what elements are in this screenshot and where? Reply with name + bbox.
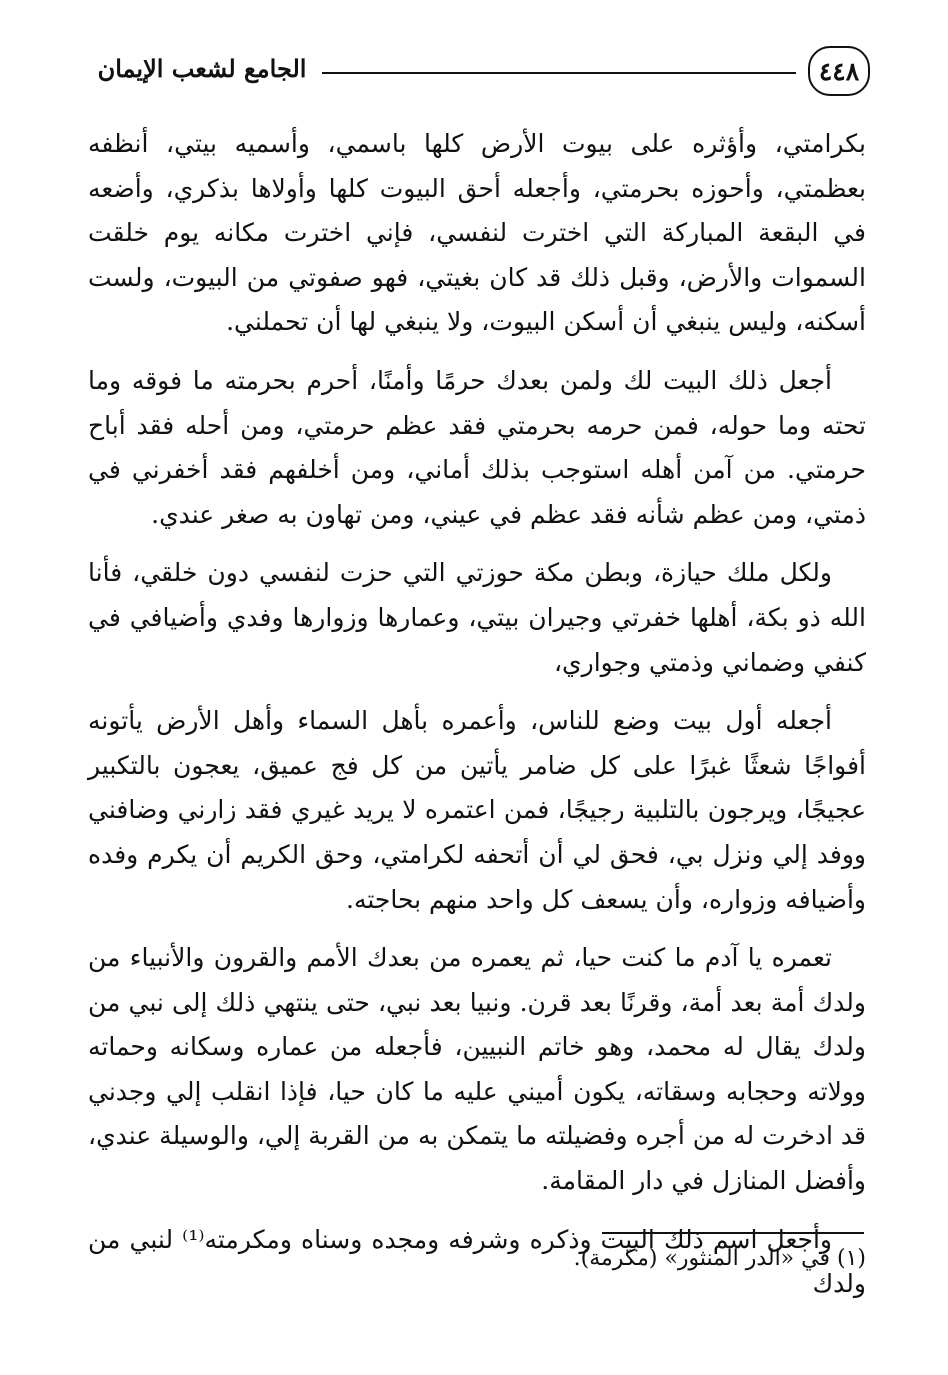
paragraph: تعمره يا آدم ما كنت حيا، ثم يعمره من بعدك الأمم والقرون والأنبياء من ولدك أمة بعد أمة، وقرنًا بعد قرن. ونبيا بعد نبي، حتى ينتهي ذلك إلى نبي من ولدك يقال له محمد، وهو خاتم النبيين، فأجعله من عماره وسكانه وحماته وولاته وحجابه وسقاته، يكون أميني عليه ما كان حيا، فإذا انقلب إلي وجدني قد ادخرت له من أجره وفضيلته ما يتمكن به من القربة إلي، والوسيلة عندي، وأفضل المنازل في دار المقامة. bbox=[88, 943, 866, 1196]
footnote-rule bbox=[602, 1232, 864, 1234]
page-number: ٤٤٨ bbox=[808, 46, 870, 96]
paragraph: ولكل ملك حيازة، وبطن مكة حوزتي التي حزت لنفسي دون خلقي، فأنا الله ذو بكة، أهلها خفرتي وجيران بيتي، وعمارها وزوارها وفدي وأضيافي في كنفي وضماني وذمتي وجواري، bbox=[88, 558, 866, 677]
header-rule bbox=[322, 72, 796, 74]
page-header bbox=[92, 40, 870, 104]
paragraph: أجعل ذلك البيت لك ولمن بعدك حرمًا وأمنًا، أحرم بحرمته ما فوقه وما تحته وما حوله، فمن حرمه بحرمتي فقد عظم حرمتي، ومن أحله فقد أباح حرمتي. من آمن أهله استوجب بذلك أماني، ومن أخلفهم فقد أخفرني في ذمتي، ومن عظم شأنه فقد عظم في عيني، ومن تهاون به صغر عندي. bbox=[88, 365, 866, 529]
main-text bbox=[88, 122, 866, 1321]
footnote: (١) في «الدر المنثور» (مكرمة). bbox=[573, 1246, 866, 1271]
paragraph: أجعله أول بيت وضع للناس، وأعمره بأهل السماء وأهل الأرض يأتونه أفواجًا شعثًا غبرًا على كل ضامر يأتين من كل فج عميق، يعجون بالتكبير عجيجًا، ويرجون بالتلبية رجيجًا، فمن اعتمره لا يريد غيري فقد زارني وضافني ووفد إلي ونزل بي، فحق لي أن أتحفه لكرامتي، وحق الكريم أن يكرم وفده وأضيافه وزواره، وأن يسعف كل واحد منهم بحاجته. bbox=[88, 706, 866, 914]
book-title: الجامع لشعب الإيمان bbox=[97, 54, 307, 83]
paragraph: بكرامتي، وأؤثره على بيوت الأرض كلها باسمي، وأسميه بيتي، أنظفه بعظمتي، وأحوزه بحرمتي، وأجعله أحق البيوت كلها وأولاها بذكري، وأضعه في البقعة المباركة التي اخترت لنفسي، فإني اخترت مكانه يوم خلقت السموات والأرض، وقبل ذلك قد كان بغيتي، فهو صفوتي من البيوت، ولست أسكنه، وليس ينبغي أن أسكن البيوت، ولا ينبغي لها أن تحملني. bbox=[88, 129, 866, 337]
paragraph: وأجعل اسم ذلك البيت وذكره وشرفه ومجده وسناه ومكرمته⁽¹⁾ لنبي من ولدك bbox=[88, 1224, 866, 1299]
